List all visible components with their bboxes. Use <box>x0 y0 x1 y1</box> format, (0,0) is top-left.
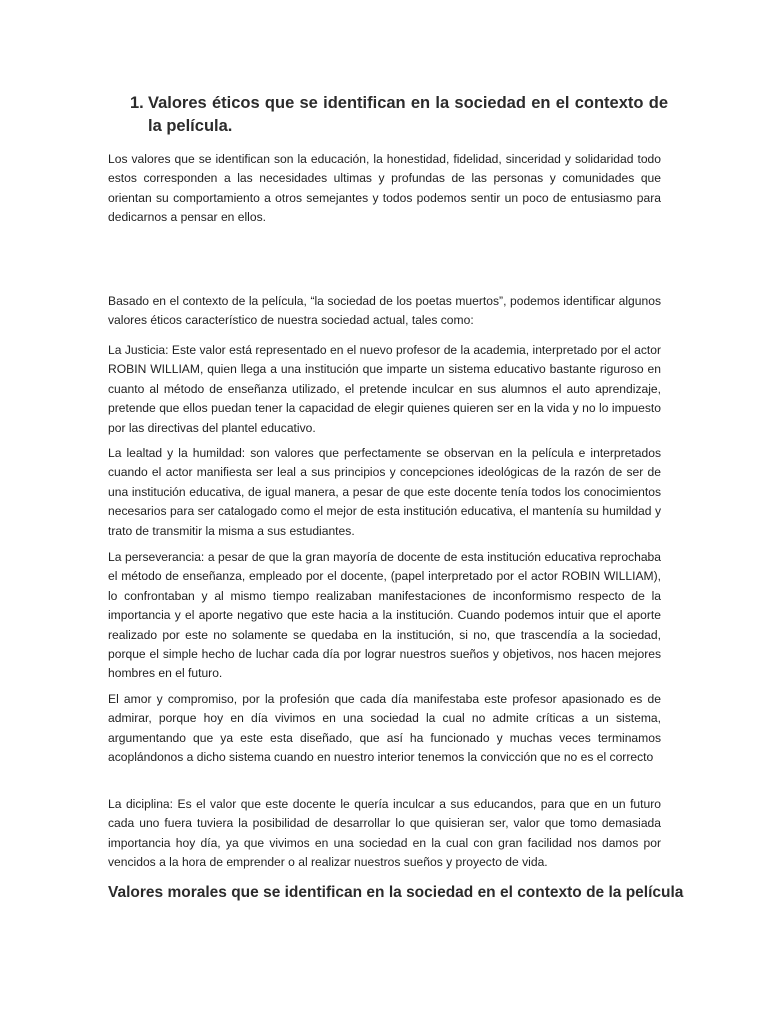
paragraph-lealtad-humildad: La lealtad y la humildad: son valores que perfectamente se observan en la película e interpretados cuando el actor manifiesta ser leal a sus principios y concepciones ideológicas de la razón de ser de una institución educativa, de igual manera, a pesar de que este docente tenía todos los conocimientos necesarios para ser catalogado como el mejor de esta institución educativa, el mantenía su humildad y trato de transmitir la misma a sus estudiantes. <box>108 446 661 538</box>
section-heading-2: Valores morales que se identifican en la sociedad en el contexto de la película <box>108 884 684 901</box>
section-heading-text: Valores éticos que se identifican en la sociedad en el contexto de la película. <box>148 94 668 135</box>
paragraph-intro-values: Los valores que se identifican son la educación, la honestidad, fidelidad, sinceridad y solidaridad todo estos corresponden a las necesidades ultimas y profundas de las personas y comunidades que orientan su comportamiento a otros semejantes y todos podemos sentir un poco de entusiasmo para dedicarnos a pensar en ellos. <box>108 152 661 225</box>
section-heading-1 <box>108 92 668 138</box>
paragraph-perseverancia: La perseverancia: a pesar de que la gran mayoría de docente de esta institución educativa reprochaba el método de enseñanza, empleado por el docente, (papel interpretado por el actor ROBIN WILLIAM), lo confrontaban y al mismo tiempo realizaban manifestaciones de inconformismo respecto de la importancia y el aporte negativo que este hacia a la institución. Cuando podemos intuir que el aporte realizado por este no solamente se quedaba en la institución, si no, que trascendía a la sociedad, porque el simple hecho de luchar cada día por lograr nuestros sueños y objetivos, nos hacen mejores hombres en el futuro. <box>108 550 661 681</box>
paragraph-justicia: La Justicia: Este valor está representado en el nuevo profesor de la academia, interpretado por el actor ROBIN WILLIAM, quien llega a una institución que imparte un sistema educativo bastante riguroso en cuanto al método de enseñanza utilizado, el pretende inculcar en sus alumnos el auto aprendizaje, pretende que ellos puedan tener la capacidad de elegir quienes quieren ser en la vida y no lo impuesto por las directivas del plantel educativo. <box>108 343 661 435</box>
paragraph-amor-compromiso: El amor y compromiso, por la profesión que cada día manifestaba este profesor apasionado es de admirar, porque hoy en día vivimos en una sociedad la cual no admite críticas a un sistema, argumentando que ya este esta diseñado, que así ha funcionado y muchas veces terminamos acoplándonos a dicho sistema cuando en nuestro interior tenemos la convicción que no es el correcto <box>108 692 661 765</box>
paragraph-context: Basado en el contexto de la película, “la sociedad de los poetas muertos”, podemos identificar algunos valores éticos característico de nuestra sociedad actual, tales como: <box>108 294 661 328</box>
list-number: 1. <box>130 94 144 112</box>
paragraph-disciplina: La diciplina: Es el valor que este docente le quería inculcar a sus educandos, para que en un futuro cada uno fuera tuviera la posibilidad de desarrollar lo que quisieran ser, valor que tomo demasiada importancia hoy día, ya que vivimos en una sociedad en la cual con gran facilidad nos damos por vencidos a la hora de emprender o al realizar nuestros sueños y proyecto de vida. <box>108 797 661 870</box>
